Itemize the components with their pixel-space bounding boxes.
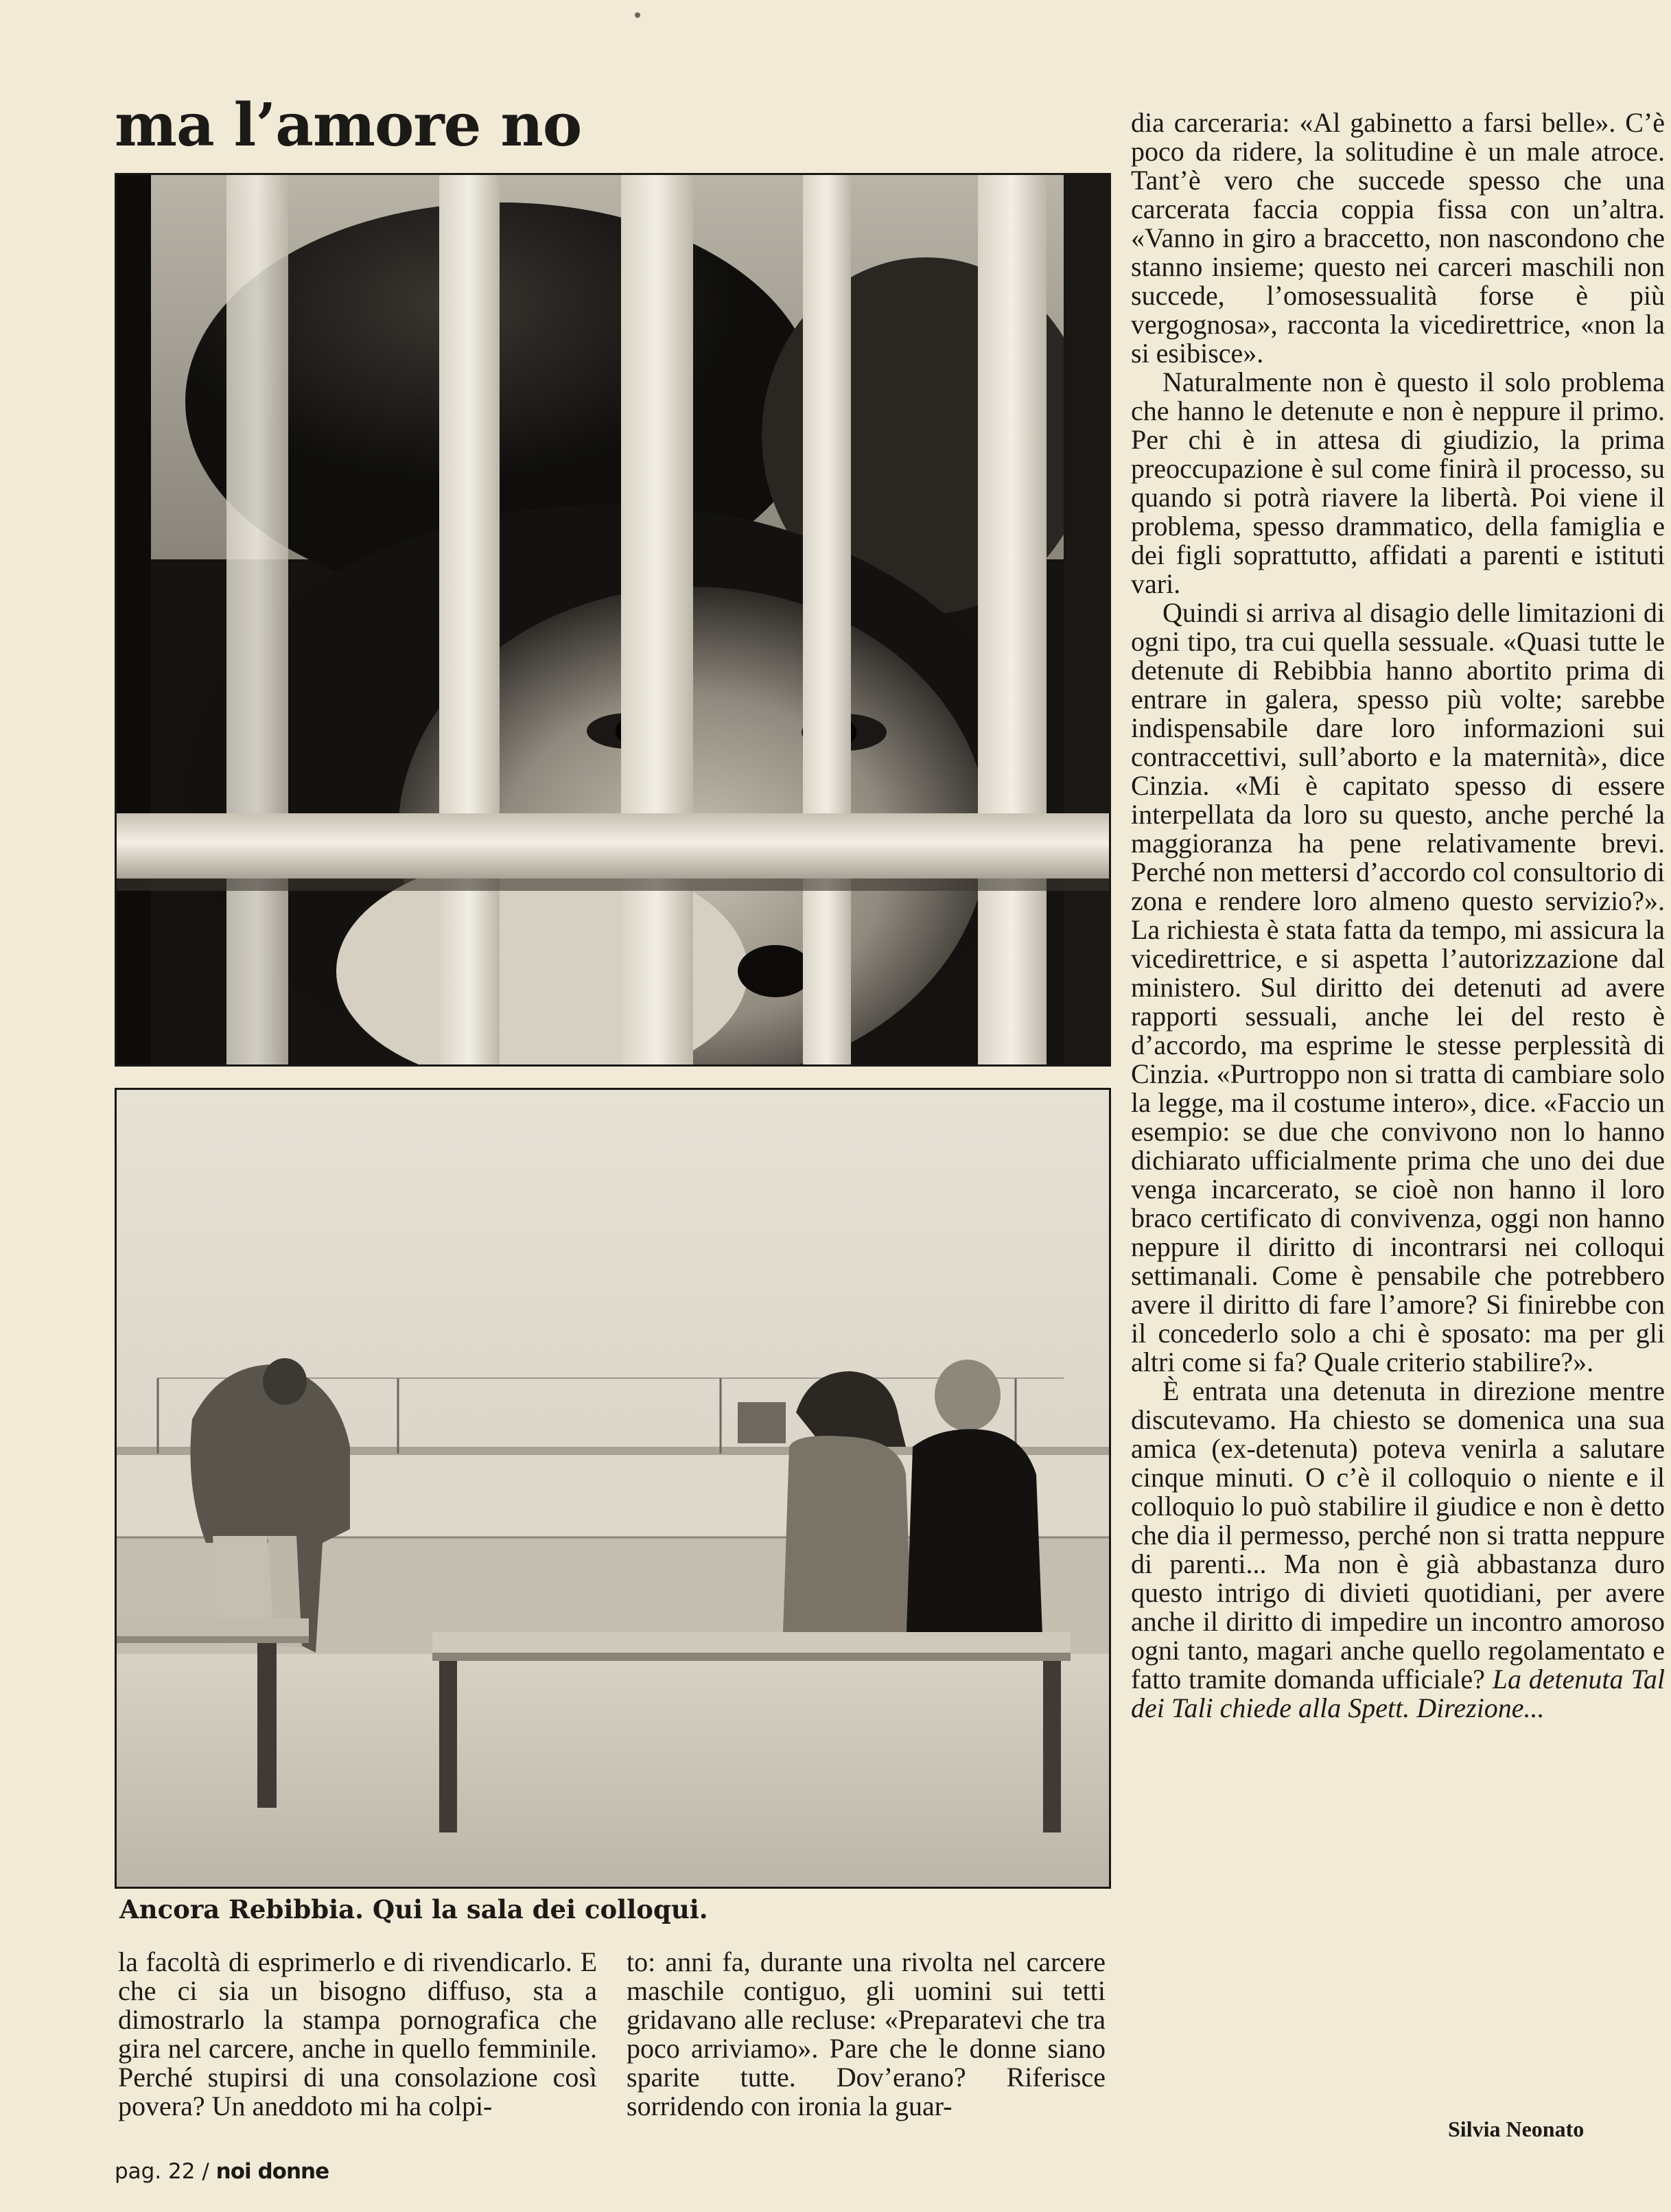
photo-visiting-room-image: [117, 1090, 1109, 1887]
paragraph: to: anni fa, durante una rivolta nel carcere maschile contiguo, gli uomini sui tetti gridavano alle recluse: «Preparatevi che tra poco arriviamo». Pare che le donne siano sparite tutte. Dov’erano? Riferisce sorridendo con ironia la guar-: [627, 1946, 1106, 2121]
paragraph: la facoltà di esprimerlo e di rivendicarlo. E che ci sia un bisogno diffuso, sta a dimostrarlo la stampa pornografica che gira nel carcere, anche in quello femminile. Perché stupirsi di una consolazione così povera? Un aneddoto mi ha colpi-: [118, 1946, 597, 2121]
page-number: pag. 22 /: [115, 2159, 209, 2184]
page-footer: [115, 2159, 329, 2184]
paragraph: dia carceraria: «Al gabinetto a farsi belle». C’è poco da ridere, la solitudine è un male atroce. Tant’è vero che succede spesso che una carcerata faccia coppia fissa con un’altra. «Vanno in giro a braccetto, non nascondono che stanno insieme; questo nei carceri maschili non succede, l’omosessualità forse è più vergognosa», racconta la vicedirettrice, «non la si esibisce».: [1131, 107, 1665, 369]
article-bottom-center-column: [627, 1948, 1106, 2121]
article-bottom-left-column: [118, 1948, 597, 2121]
photo-caption: Ancora Rebibbia. Qui la sala dei colloqui.: [119, 1894, 708, 1924]
italic-closing-text: La detenuta Tal dei Tali chiede alla Spett. Direzione...: [1131, 1664, 1666, 1723]
photo-woman-behind-bars-image: [117, 175, 1109, 1064]
author-signature: Silvia Neonato: [1448, 2117, 1585, 2141]
paragraph: [1131, 1377, 1665, 1723]
paragraph: Naturalmente non è questo il solo problema che hanno le detenute e non è neppure il primo. Per chi è in attesa di giudizio, la prima preoccupazione è sul come finirà il processo, su quando si potrà riavere la libertà. Poi viene il problema, spesso drammatico, della famiglia e dei figli soprattutto, affidati a parenti e istituti vari.: [1131, 366, 1665, 599]
article-headline: ma l’amore no: [115, 91, 582, 160]
paragraph-text: È entrata una detenuta in direzione mentre discutevamo. Ha chiesto se domenica una sua amica (ex-detenuta) poteva venirla a salutare cinque minuti. O c’è il colloquio o niente e il colloquio lo può stabilire il giudice e non è detto che dia il permesso, perché non si tratta neppure di parenti... Ma non è già abbastanza duro questo intrigo di divieti quotidiani, per avere anche il diritto di impedire un incontro amoroso ogni tanto, magari anche quello regolamentato e fatto tramite domanda ufficiale?: [1131, 1375, 1665, 1695]
photo-woman-behind-bars: [115, 173, 1111, 1067]
photo-visiting-room: [115, 1088, 1111, 1889]
printer-dot: [635, 12, 640, 18]
magazine-logo: noi donne: [215, 2159, 329, 2184]
article-right-column: [1131, 108, 1665, 1723]
paragraph: Quindi si arriva al disagio delle limitazioni di ogni tipo, tra cui quella sessuale. «Quasi tutte le detenute di Rebibbia hanno abortito prima di entrare in galera, spesso più volte; sarebbe indispensabile dare loro informazioni sui contraccettivi, sull’aborto e la maternità», dice Cinzia. «Mi è capitato spesso di essere interpellata da loro su questo, anche perché la maggioranza ha pene relativamente brevi. Perché non mettersi d’accordo col consultorio di zona e rendere loro almeno questo servizio?». La richiesta è stata fatta da tempo, mi assicura la vicedirettrice, e si aspetta l’autorizzazione dal ministero. Sul diritto dei detenuti ad avere rapporti sessuali, anche lei del resto è d’accordo, ma esprime le stesse perplessità di Cinzia. «Purtroppo non si tratta di cambiare solo la legge, ma il costume intero», dice. «Faccio un esempio: se due che convivono non lo hanno dichiarato ufficialmente prima che uno dei due venga incarcerato, se cioè non hanno il loro braco certificato di convivenza, oggi non hanno neppure il diritto di incontrarsi nei colloqui settimanali. Come è pensabile che potrebbero avere il diritto di fare l’amore? Si finirebbe con il concederlo solo a chi è sposato: ma per gli altri come si fa? Quale criterio stabilire?».: [1131, 597, 1665, 1377]
